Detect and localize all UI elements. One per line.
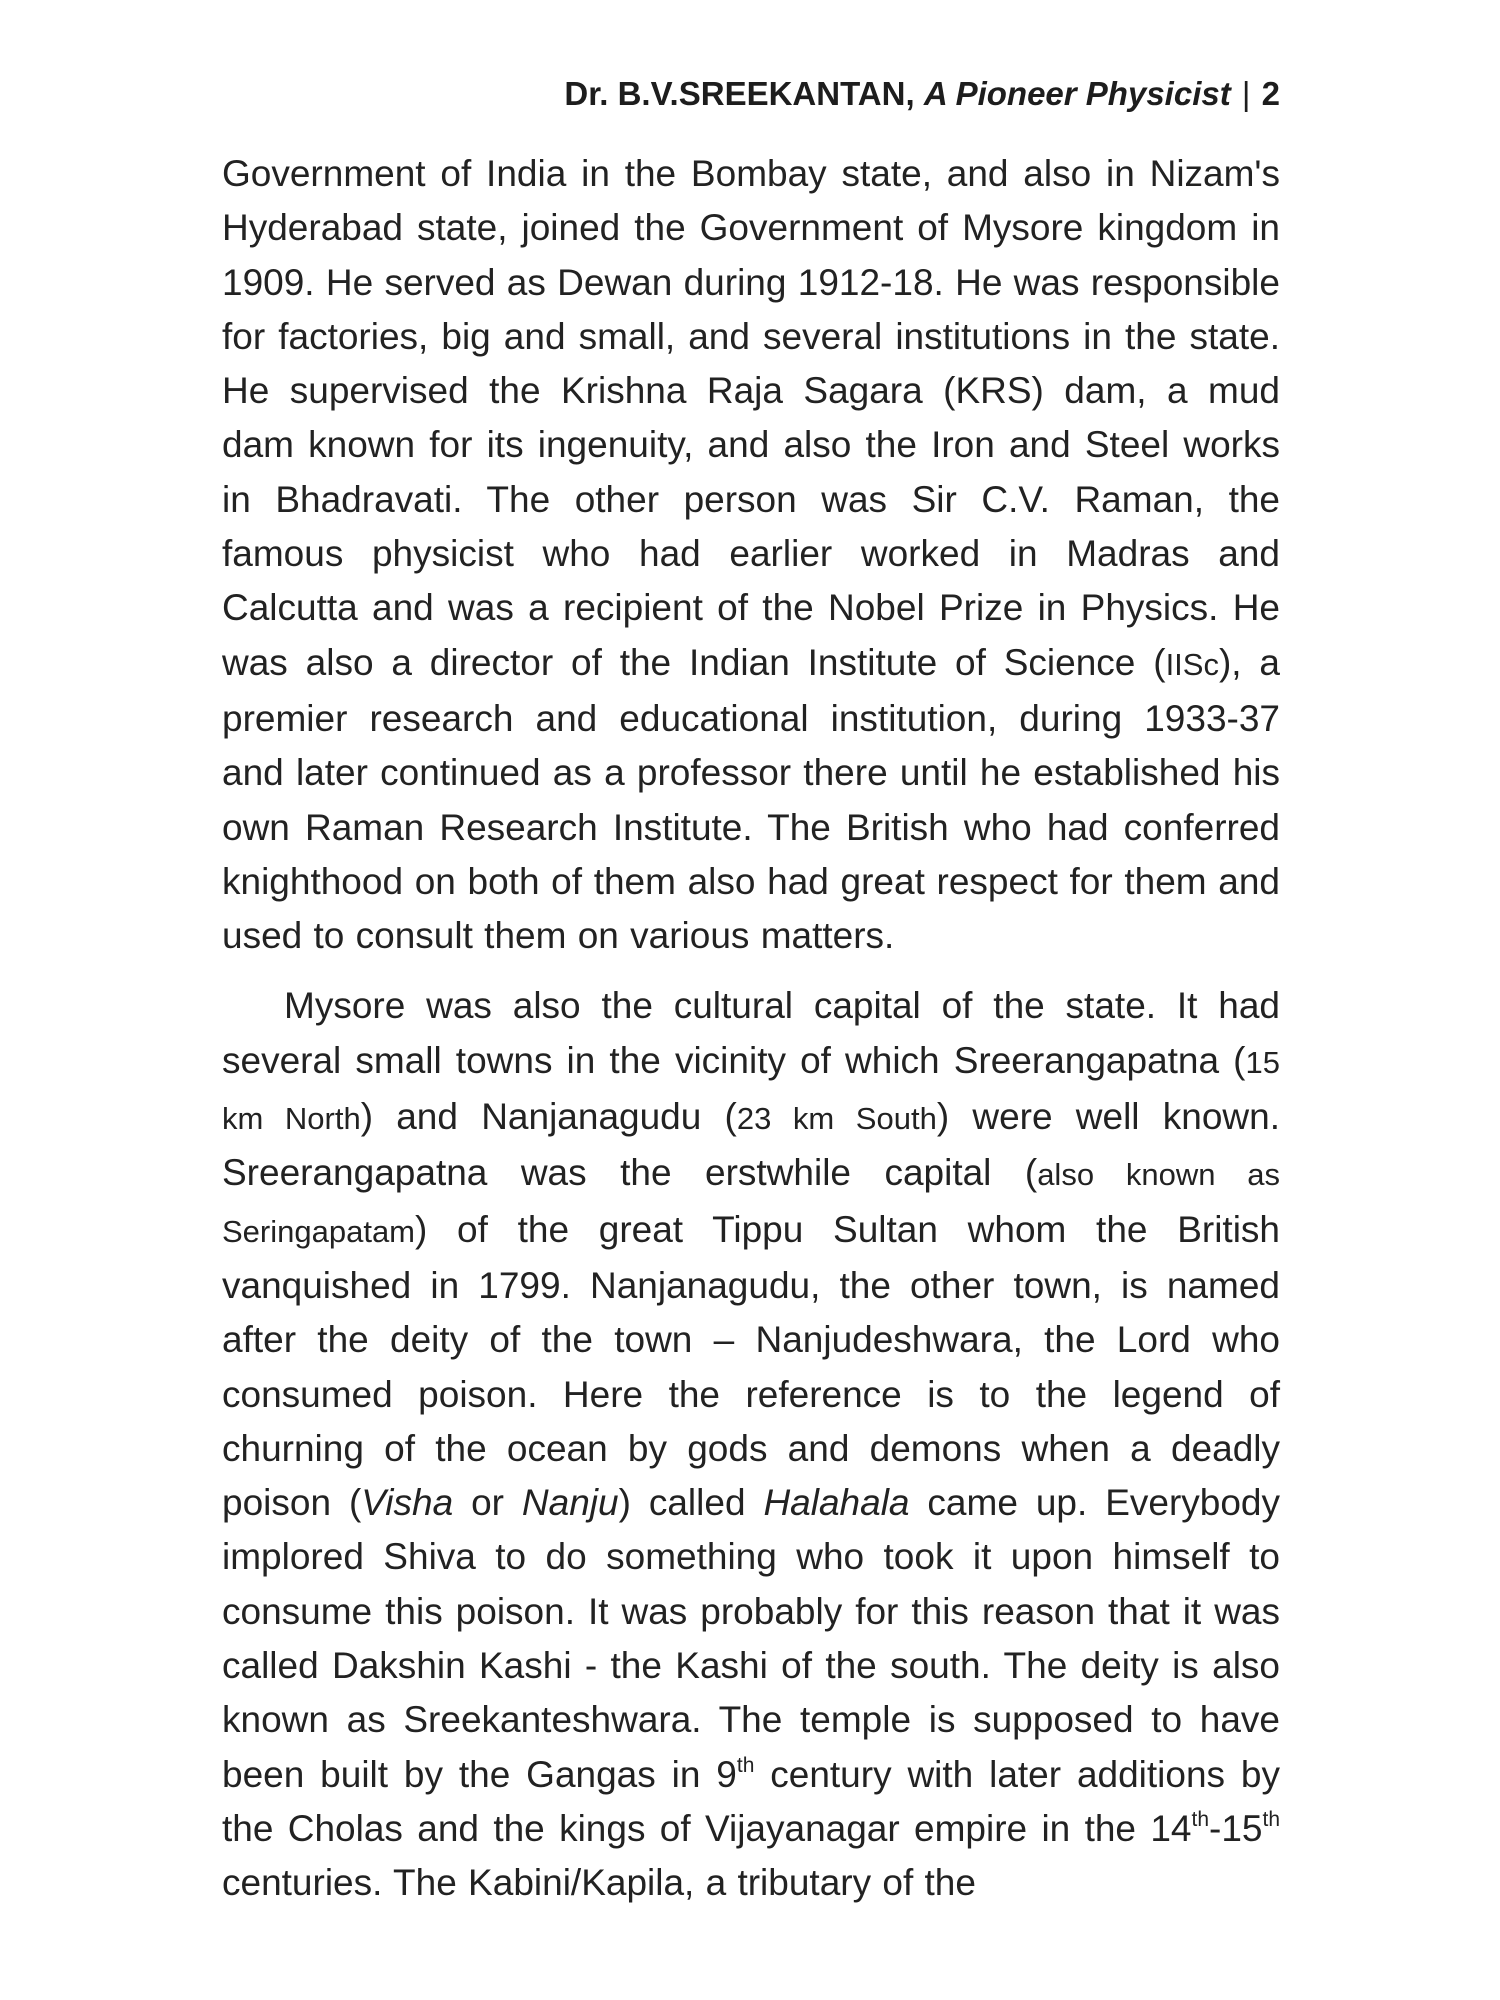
- nanjanagudu-distance: 23 km South: [736, 1101, 937, 1137]
- body-text: [222, 147, 1280, 1911]
- paragraph-2-text-a: Mysore was also the cultural capital of the state. It had several small towns in the vicinity of which Sreerangapatna (: [222, 985, 1280, 1081]
- paragraph-1: [222, 147, 1280, 963]
- paragraph-2-text-e: or: [453, 1482, 522, 1524]
- paragraph-2-text-h: century with later additions by the Cholas and the kings of Vijayanagar empire in the 14: [222, 1753, 1280, 1849]
- paragraph-2-text-g: came up. Everybody implored Shiva to do something who took it upon himself to consume this poison. It was probably for this reason that it was called Dakshin Kashi - the Kashi of the south. The deity is also known as Sreekanteshwara. The temple is supposed to have been built by the Gangas in 9: [222, 1482, 1280, 1795]
- paragraph-1-text-a: Government of India in the Bombay state, and also in Nizam's Hyderabad state, joined the Government of Mysore kingdom in 1909. He served as Dewan during 1912-18. He was responsible for factories, big and small, and several institutions in the state. He supervised the Krishna Raja Sagara (KRS) dam, a mud dam known for its ingenuity, and also the Iron and Steel works in Bhadravati. The other person was Sir C.V. Raman, the famous physicist who had earlier worked in Madras and Calcutta and was a recipient of the Nobel Prize in Physics. He was also a director of the Indian Institute of Science (: [222, 153, 1280, 683]
- paragraph-2-text-b: ) and Nanjanagudu (: [360, 1096, 737, 1138]
- term-nanju: Nanju: [521, 1482, 619, 1524]
- paragraph-2-text-f: ) called: [618, 1482, 764, 1524]
- paragraph-1-text-b: ), a premier research and educational institution, during 1933-37 and later continued as a professor there until he established his own Raman Research Institute. The British who had conferred knighthood on both of them also had great respect for them and used to consult them on various matters.: [222, 641, 1280, 957]
- sreerangapatna-distance: 15 km North: [222, 1044, 1280, 1137]
- running-header: [222, 72, 1280, 116]
- paragraph-2-text-d: ) of the great Tippu Sultan whom the British vanquished in 1799. Nanjanagudu, the other town, is named after the deity of the town – Nanjudeshwara, the Lord who consumed poison. Here the reference is to the legend of churning of the ocean by gods and demons when a deadly poison (: [222, 1208, 1280, 1524]
- iisc-abbreviation: IISc: [1165, 646, 1219, 682]
- header-author: Dr. B.V.SREEKANTAN,: [564, 75, 915, 112]
- page-number: 2: [1261, 75, 1280, 112]
- paragraph-2-text-i: -15: [1209, 1807, 1263, 1849]
- ordinal-superscript-9th: th: [736, 1753, 755, 1777]
- ordinal-superscript-15th: th: [1262, 1807, 1280, 1831]
- ordinal-superscript-14th: th: [1191, 1807, 1209, 1831]
- term-halahala: Halahala: [763, 1482, 910, 1524]
- seringapatam-note: also known as Seringapatam: [222, 1157, 1280, 1249]
- paragraph-2-text-c: ) were well known. Sreerangapatna was the erstwhile capital (: [222, 1096, 1280, 1194]
- header-book-title: A Pioneer Physicist: [923, 75, 1231, 112]
- paragraph-2: [222, 979, 1280, 1910]
- term-visha: Visha: [361, 1482, 454, 1524]
- header-separator: |: [1241, 75, 1251, 112]
- paragraph-2-text-j: centuries. The Kabini/Kapila, a tributary of the: [222, 1862, 976, 1904]
